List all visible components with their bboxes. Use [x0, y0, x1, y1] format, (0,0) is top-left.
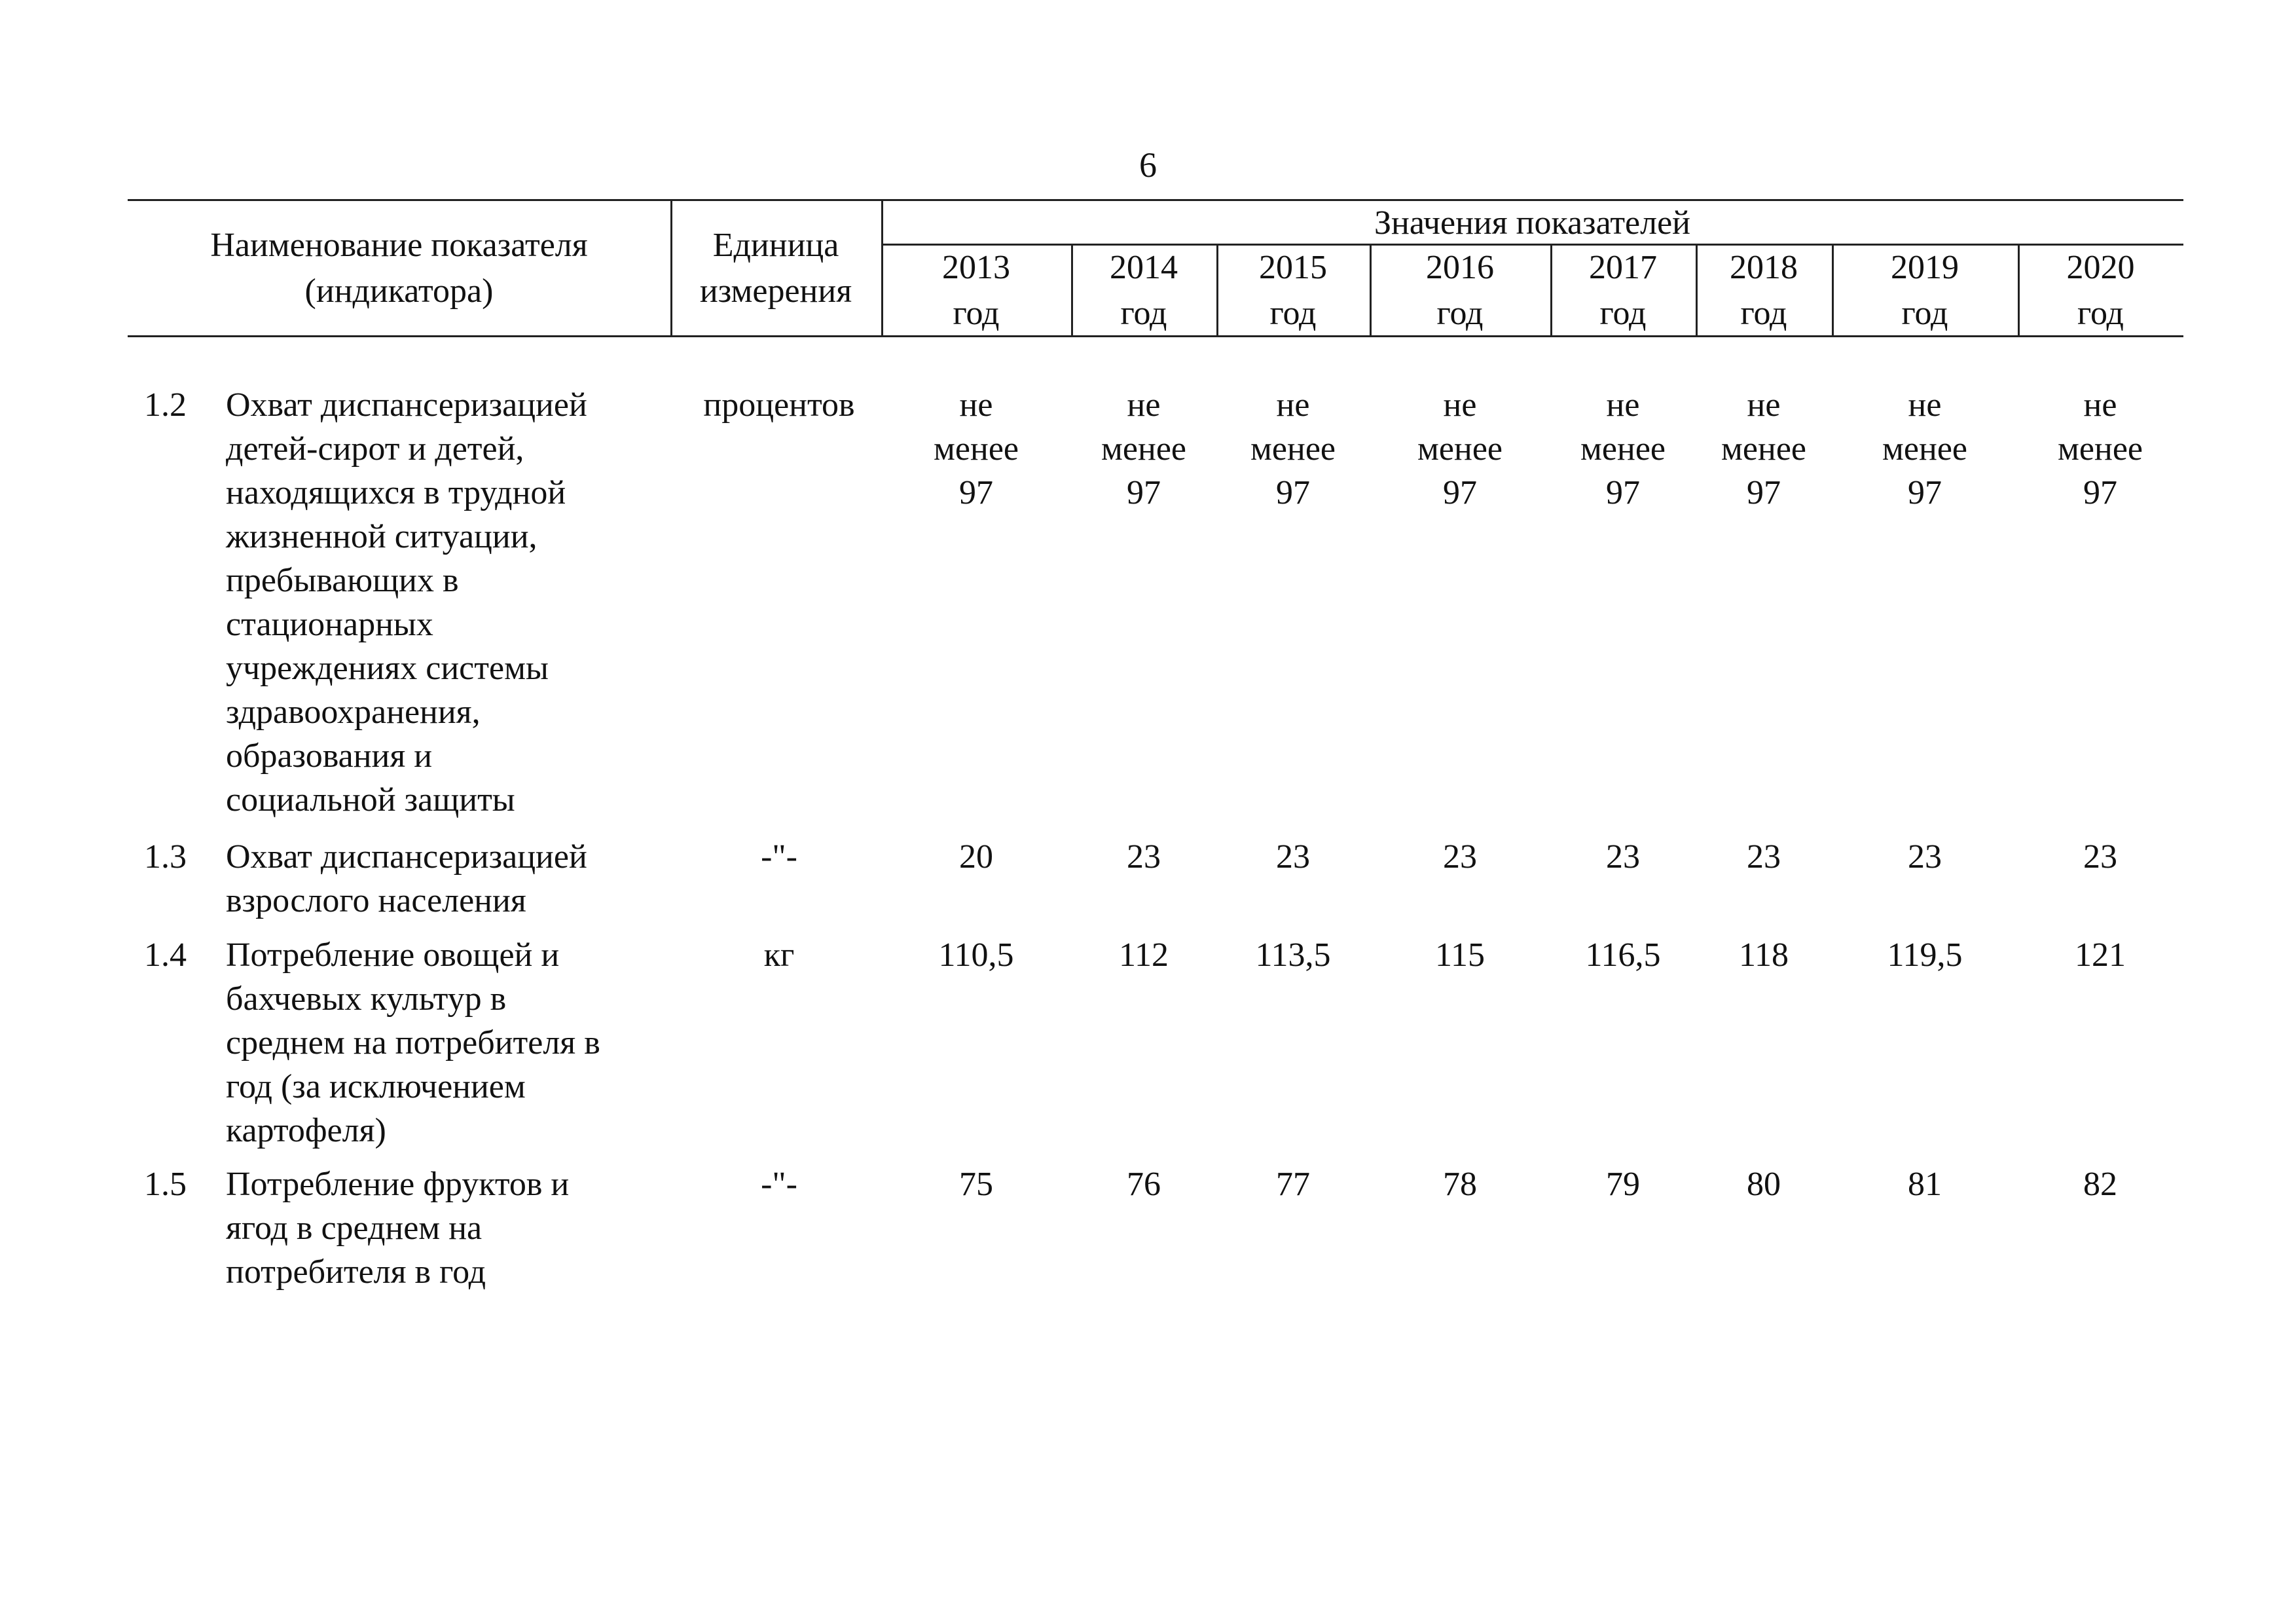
- header-name-cell: [128, 223, 670, 314]
- year-number: 2014: [1110, 249, 1178, 286]
- value-cell-2017: [1541, 383, 1705, 515]
- value-cell-2013: [894, 933, 1058, 977]
- indicator-name-line: детей-сирот и детей,: [226, 430, 524, 468]
- value-text: не: [1606, 386, 1640, 424]
- value-text: 97: [1127, 474, 1161, 511]
- value-cell-2019: [1843, 835, 2007, 879]
- year-label: год: [1269, 295, 1317, 332]
- value-text: 23: [1443, 838, 1477, 876]
- year-number: 2013: [942, 249, 1010, 286]
- value-text: 80: [1747, 1166, 1781, 1203]
- indicator-name-line: жизненной ситуации,: [226, 518, 538, 555]
- value-cell-2014: [1062, 1162, 1226, 1206]
- year-number: 2019: [1891, 249, 1959, 286]
- value-text: 97: [1276, 474, 1310, 511]
- indicator-name-line: ягод в среднем на: [226, 1209, 483, 1247]
- value-text: менее: [1250, 430, 1336, 468]
- value-cell-2017: [1541, 1162, 1705, 1206]
- year-number: 2016: [1426, 249, 1494, 286]
- value-cell-2014: [1062, 383, 1226, 515]
- table-header: [0, 0, 2296, 367]
- indicator-name: [226, 383, 671, 822]
- year-label: год: [1901, 295, 1948, 332]
- value-text: не: [2083, 386, 2117, 424]
- header-year-2014: [1071, 245, 1216, 337]
- value-cell-2017: [1541, 835, 1705, 879]
- value-cell-2020: [2018, 835, 2182, 879]
- value-text: 23: [1747, 838, 1781, 876]
- value-cell-2015: [1211, 933, 1375, 977]
- indicator-name: [226, 835, 671, 923]
- value-text: 79: [1606, 1166, 1640, 1203]
- value-text: 77: [1276, 1166, 1310, 1203]
- row-number: 1.2: [144, 386, 187, 424]
- header-year-2020: [2018, 245, 2183, 337]
- value-text: менее: [1721, 430, 1806, 468]
- value-cell-2015: [1211, 1162, 1375, 1206]
- indicator-name-line: находящихся в трудной: [226, 474, 566, 511]
- indicator-name-line: пребывающих в: [226, 562, 459, 599]
- value-text: 97: [2083, 474, 2117, 511]
- value-text: не: [959, 386, 993, 424]
- year-label: год: [1599, 295, 1647, 332]
- header-values-title-text: Значения показателей: [1374, 204, 1690, 242]
- value-text: 78: [1443, 1166, 1477, 1203]
- value-cell-2016: [1378, 383, 1542, 515]
- value-text: не: [1276, 386, 1310, 424]
- header-name-line: (индикатора): [304, 272, 494, 310]
- value-cell-2017: [1541, 933, 1705, 977]
- value-text: 118: [1738, 936, 1789, 974]
- value-cell-2018: [1682, 933, 1846, 977]
- value-cell-2018: [1682, 835, 1846, 879]
- year-number: 2015: [1259, 249, 1327, 286]
- indicator-name-line: картофеля): [226, 1112, 386, 1149]
- year-label: год: [1740, 295, 1787, 332]
- value-text: 97: [1443, 474, 1477, 511]
- value-text: 75: [959, 1166, 993, 1203]
- row-number: 1.4: [144, 936, 187, 974]
- year-label: год: [953, 295, 1000, 332]
- indicator-name: [226, 933, 671, 1153]
- value-cell-2019: [1843, 383, 2007, 515]
- indicator-name-line: образования и: [226, 737, 433, 775]
- header-year-2017: [1550, 245, 1696, 337]
- header-name-line: Наименование показателя: [210, 227, 588, 264]
- value-text: 20: [959, 838, 993, 876]
- value-cell-2016: [1378, 933, 1542, 977]
- value-text: не: [1747, 386, 1781, 424]
- indicator-name-line: социальной защиты: [226, 781, 515, 819]
- value-cell-2015: [1211, 835, 1375, 879]
- value-cell-2015: [1211, 383, 1375, 515]
- header-year-2019: [1832, 245, 2018, 337]
- year-label: год: [2077, 295, 2124, 332]
- value-text: 23: [1127, 838, 1161, 876]
- header-unit-line: измерения: [699, 272, 852, 310]
- value-text: менее: [1882, 430, 1967, 468]
- value-text: менее: [1580, 430, 1666, 468]
- value-cell-2020: [2018, 933, 2182, 977]
- value-cell-2014: [1062, 933, 1226, 977]
- value-cell-2019: [1843, 933, 2007, 977]
- indicator-name-line: год (за исключением: [226, 1068, 526, 1105]
- value-cell-2014: [1062, 835, 1226, 879]
- value-text: менее: [934, 430, 1019, 468]
- year-label: год: [1120, 295, 1167, 332]
- indicator-name-line: Охват диспансеризацией: [226, 386, 587, 424]
- unit-of-measure: процентов: [703, 386, 855, 424]
- year-number: 2020: [2066, 249, 2135, 286]
- value-text: 110,5: [938, 936, 1014, 974]
- unit-of-measure: кг: [763, 936, 795, 974]
- indicator-name-line: взрослого населения: [226, 882, 526, 919]
- value-text: 97: [1908, 474, 1942, 511]
- value-text: не: [1908, 386, 1942, 424]
- row-number: 1.3: [144, 838, 187, 876]
- header-year-2016: [1370, 245, 1550, 337]
- page-number: 6: [1139, 145, 1157, 185]
- value-cell-2018: [1682, 1162, 1846, 1206]
- unit-of-measure: -"-: [761, 1166, 797, 1203]
- value-text: 116,5: [1585, 936, 1661, 974]
- value-cell-2016: [1378, 1162, 1542, 1206]
- indicator-name-line: здравоохранения,: [226, 693, 481, 731]
- indicator-name-line: стационарных: [226, 606, 433, 643]
- value-text: не: [1127, 386, 1161, 424]
- value-text: 121: [2075, 936, 2126, 974]
- value-cell-2016: [1378, 835, 1542, 879]
- header-year-2015: [1216, 245, 1370, 337]
- indicator-name: [226, 1162, 671, 1294]
- indicator-name-line: учреждениях системы: [226, 650, 549, 687]
- value-text: 23: [1606, 838, 1640, 876]
- header-unit-line: Единица: [712, 227, 839, 264]
- value-text: 23: [1276, 838, 1310, 876]
- indicator-name-line: Потребление фруктов и: [226, 1166, 570, 1203]
- value-text: не: [1443, 386, 1477, 424]
- indicator-name-line: среднем на потребителя в: [226, 1024, 600, 1061]
- value-text: 115: [1434, 936, 1485, 974]
- value-text: менее: [2058, 430, 2143, 468]
- indicator-name-line: потребителя в год: [226, 1253, 486, 1291]
- header-year-2018: [1696, 245, 1832, 337]
- header-unit-cell: [670, 223, 881, 314]
- value-text: 97: [1606, 474, 1640, 511]
- value-text: 23: [2083, 838, 2117, 876]
- indicator-name-line: бахчевых культур в: [226, 980, 507, 1018]
- value-cell-2013: [894, 383, 1058, 515]
- year-number: 2017: [1589, 249, 1657, 286]
- value-text: 119,5: [1887, 936, 1963, 974]
- value-text: 81: [1908, 1166, 1942, 1203]
- value-text: 97: [959, 474, 993, 511]
- year-label: год: [1436, 295, 1484, 332]
- value-cell-2020: [2018, 1162, 2182, 1206]
- unit-of-measure: -"-: [761, 838, 797, 876]
- value-text: 82: [2083, 1166, 2117, 1203]
- value-cell-2013: [894, 835, 1058, 879]
- value-text: 76: [1127, 1166, 1161, 1203]
- header-year-2013: [881, 245, 1071, 337]
- value-cell-2020: [2018, 383, 2182, 515]
- header-values-title: [881, 200, 2183, 246]
- value-text: 97: [1747, 474, 1781, 511]
- indicator-name-line: Охват диспансеризацией: [226, 838, 587, 876]
- year-number: 2018: [1730, 249, 1798, 286]
- value-text: 112: [1118, 936, 1169, 974]
- value-cell-2019: [1843, 1162, 2007, 1206]
- value-text: менее: [1101, 430, 1186, 468]
- row-number: 1.5: [144, 1166, 187, 1203]
- value-text: 23: [1908, 838, 1942, 876]
- value-text: менее: [1417, 430, 1503, 468]
- value-cell-2013: [894, 1162, 1058, 1206]
- value-text: 113,5: [1255, 936, 1331, 974]
- value-cell-2018: [1682, 383, 1846, 515]
- indicator-name-line: Потребление овощей и: [226, 936, 560, 974]
